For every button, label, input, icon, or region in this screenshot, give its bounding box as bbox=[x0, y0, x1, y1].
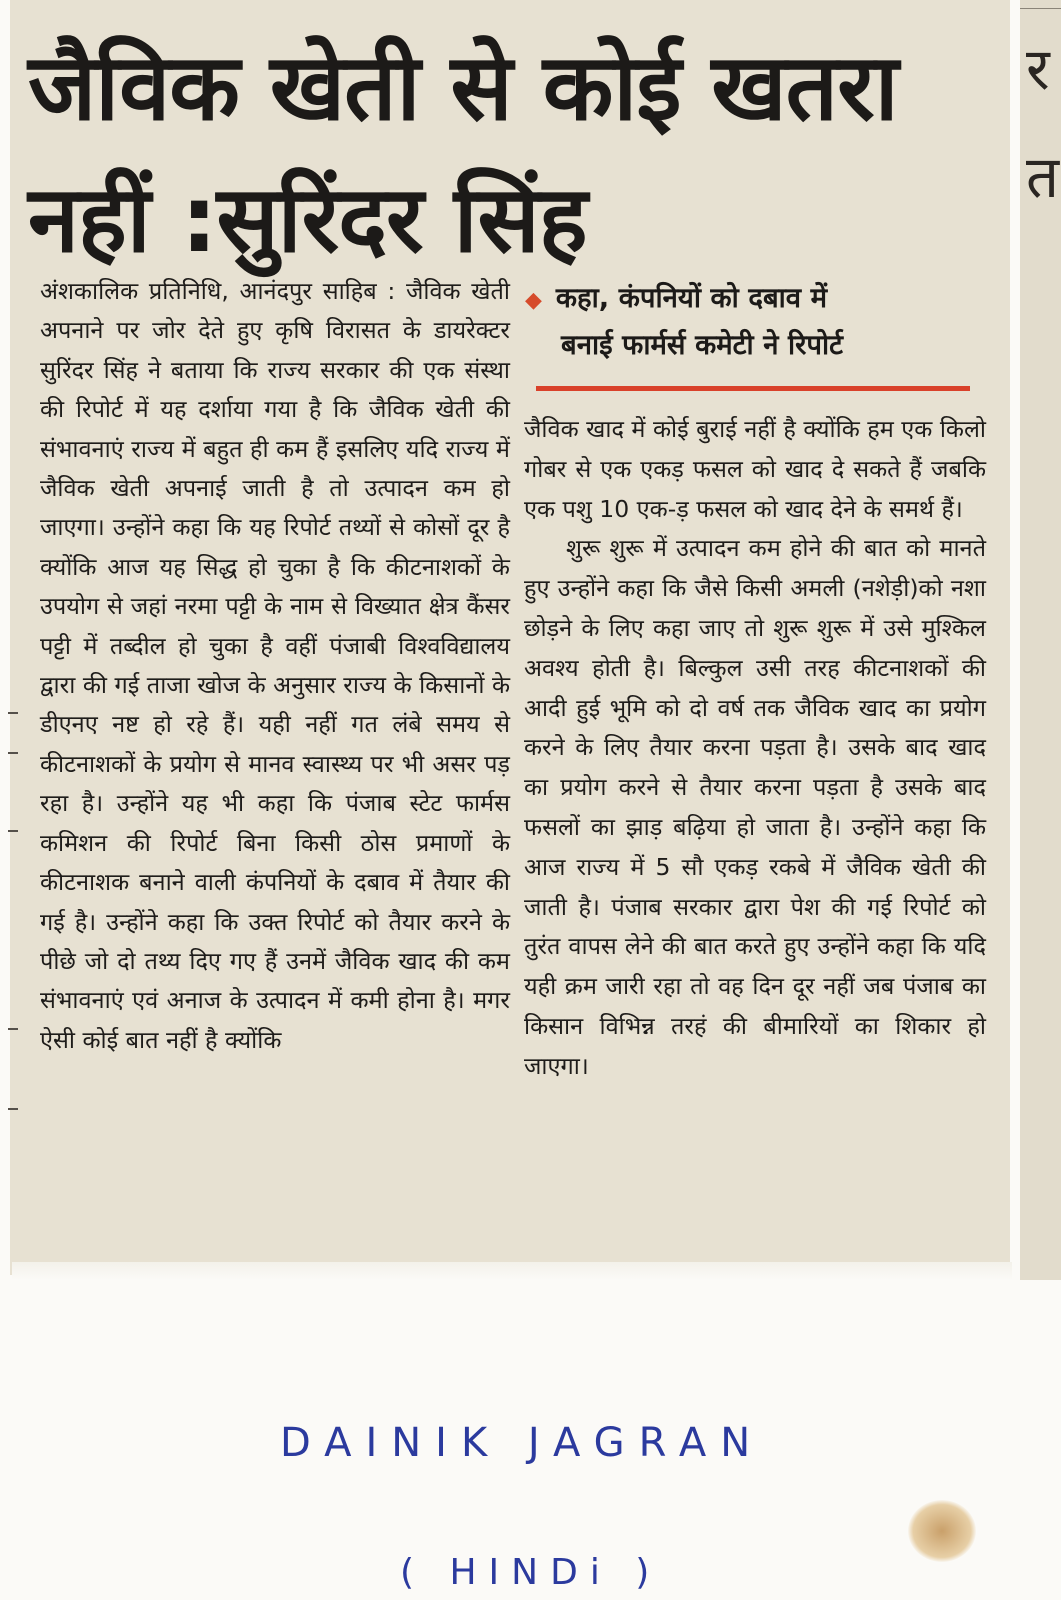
adjacent-glyph: र bbox=[1026, 35, 1050, 103]
adjacent-glyph: त bbox=[1026, 143, 1060, 211]
red-divider-rule bbox=[536, 386, 970, 391]
margin-mark bbox=[8, 712, 18, 714]
margin-mark bbox=[8, 830, 18, 832]
left-column-text: अंशकालिक प्रतिनिधि, आनंदपुर साहिब : जैविक खेती अपनाने पर जोर देते हुए कृषि विरासत के डायरेक्टर सुरिंदर सिंह ने बताया कि राज्य सरकार की एक संस्था की रिपोर्ट में यह दर्शाया गया है कि जैविक खेती की संभावनाएं राज्य में बहुत ही कम हैं इसलिए यदि राज्य में जैविक खेती अपनाई जाती है तो उत्पादन कम हो जाएगा। उन्होंने कहा कि यह रिपोर्ट तथ्यों से कोसों दूर है क्योंकि आज यह सिद्ध हो चुका है कि कीटनाशकों के उपयोग से जहां नरमा पट्टी के नाम से विख्यात क्षेत्र कैंसर पट्टी में तब्दील हो चुका है वहीं पंजाबी विश्वविद्यालय द्वारा की गई ताजा खोज के अनुसार राज्य के किसानों के डीएनए नष्ट हो रहे हैं। यही नहीं गत लंबे समय से कीटनाशकों के प्रयोग से मानव स्वास्थ्य पर भी असर पड़ रहा है। उन्होंने यह भी कहा कि पंजाब स्टेट फार्मस कमिशन की रिपोर्ट बिना किसी ठोस प्रमाणों के कीटनाशक बनाने वाली कंपनियों के दबाव में तैयार की गई है। उन्होंने कहा कि उक्त रिपोर्ट को तैयार करने के पीछे जो दो तथ्य दिए गए हैं उनमें जैविक खाद की कम संभावनाएं एवं अनाज के उत्पादन में कमी होना है। मगर ऐसी कोई बात नहीं है क्योंकि bbox=[40, 277, 510, 1054]
subhead-line-1: कहा, कंपनियों को दबाव में bbox=[555, 282, 828, 314]
right-paragraph-1: जैविक खाद में कोई बुराई नहीं है क्योंकि हम एक किलो गोबर से एक एकड़ फसल को खाद दे सकते हैं जबकि एक पशु 10 एक-ड़ फसल को खाद देने के समर्थ हैं। bbox=[524, 415, 986, 523]
column-rule bbox=[1020, 8, 1061, 9]
margin-mark bbox=[8, 1028, 18, 1030]
subhead-line-2: बनाई फार्मर्स कमेटी ने रिपोर्ट bbox=[561, 329, 844, 361]
article-right-column bbox=[524, 410, 986, 1087]
diamond-bullet-icon: ◆ bbox=[525, 288, 542, 313]
clipping-shadow bbox=[12, 1262, 1012, 1280]
margin-mark bbox=[8, 1108, 18, 1110]
right-paragraph-2: शुरू शुरू में उत्पादन कम होने की बात को मानते हुए उन्होंने कहा कि जैसे किसी अमली (नशेड़ी)को नशा छोड़ने के लिए कहा जाए तो शुरू शुरू में उसे मुश्किल अवश्य होती है। बिल्कुल उसी तरह कीटनाशकों की आदी हुई भूमि को दो वर्ष तक जैविक खाद का प्रयोग करने के लिए तैयार करना पड़ता है। उसके बाद खाद का प्रयोग करने से तैयार करना पड़ता है उसके बाद फसलों का झाड़ बढ़िया हो जाता है। उन्होंने कहा कि आज राज्य में 5 सौ एकड़ रकबे में जैविक खेती की जाती है। पंजाब सरकार द्वारा पेश की गई रिपोर्ट को तुरंत वापस लेने की बात करते हुए उन्होंने कहा कि यदि यही क्रम जारी रहा तो वह दिन दूर नहीं जब पंजाब का किसान विभिन्न तरहं की बीमारियों का शिकार हो जाएगा। bbox=[524, 534, 986, 1080]
headline bbox=[28, 22, 988, 286]
subheadline bbox=[525, 276, 975, 368]
handwritten-source-note: DAINIK JAGRAN bbox=[280, 1420, 765, 1466]
adjacent-article-strip bbox=[1020, 0, 1061, 1280]
margin-mark bbox=[8, 752, 18, 754]
article-left-column bbox=[40, 272, 510, 1060]
headline-line-1: जैविक खेती से कोई खतरा bbox=[28, 34, 898, 141]
paper-stain bbox=[908, 1500, 976, 1562]
handwritten-language-note: ( HINDi ) bbox=[400, 1552, 662, 1593]
headline-line-2: नहीं :सुरिंदर सिंह bbox=[28, 166, 587, 273]
